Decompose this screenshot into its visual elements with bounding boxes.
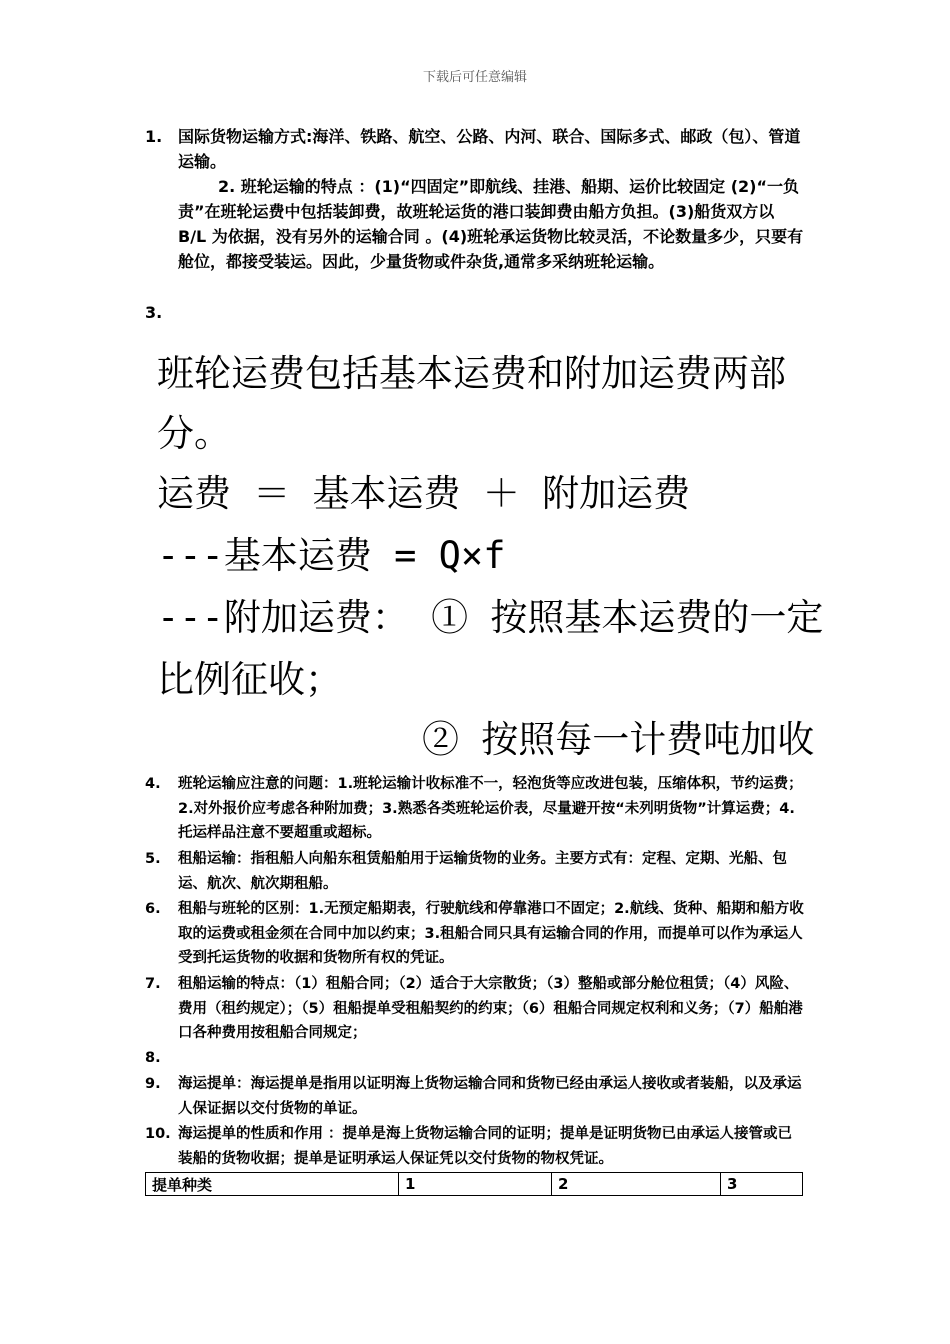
item-text: 班轮运输应注意的问题：1.班轮运输计收标准不一，轻泡货等应改进包装，压缩体积，节约运费；2.对外报价应考虑各种附加费；3.熟悉各类班轮运价表，尽量避开按“未列明货物”计算运费；4.托运样品注意不要超重或超标。: [178, 776, 803, 841]
table-cell: 3: [721, 1173, 803, 1196]
item-number: 1.: [145, 127, 163, 146]
freight-formula-line: 比例征收；: [157, 658, 342, 701]
item-text: 租船与班轮的区别：1.无预定船期表，行驶航线和停靠港口不固定；2.航线、货种、船期和船方收取的运费或租金须在合同中加以约束；3.租船合同只具有运输合同的作用，而提单可以作为承运人受到托运货物的收据和货物所有权的凭证。: [178, 901, 804, 966]
item-number: 4.: [145, 776, 161, 792]
item-text: 租船运输：指租船人向船东租赁船舶用于运输货物的业务。主要方式有：定程、定期、光船、包运、航次、航次期租船。: [178, 851, 787, 892]
item-number: 7.: [145, 976, 161, 992]
freight-formula-line: ---附加运费： ① 按照基本运费的一定: [157, 596, 824, 639]
freight-formula-line: ② 按照每一计费吨加收: [422, 718, 815, 761]
item-number: 8.: [145, 1050, 161, 1066]
item-number: 9.: [145, 1076, 161, 1092]
item-number: 3.: [145, 303, 163, 322]
item-text: 租船运输的特点：（1）租船合同；（2）适合于大宗散货；（3）整船或部分舱位租赁；（4）风险、费用（租约规定）；（5）租船提单受租船契约的约束；（6）租船合同规定权利和义务；（7）船舶港口各种费用按租船合同规定；: [178, 976, 803, 1041]
freight-formula-line: 分。: [157, 412, 231, 455]
bill-of-lading-types-table: [145, 1172, 803, 1196]
freight-formula-line: 运费 ＝ 基本运费 ＋ 附加运费: [157, 472, 691, 515]
freight-formula-line: 班轮运费包括基本运费和附加运费两部: [157, 352, 786, 395]
item-number: 5.: [145, 851, 161, 867]
item-text: 海运提单：海运提单是指用以证明海上货物运输合同和货物已经由承运人接收或者装船，以及承运人保证据以交付货物的单证。: [178, 1076, 802, 1117]
table-cell: 提单种类: [146, 1173, 399, 1196]
item-number: 10.: [145, 1126, 171, 1142]
freight-formula-line: ---基本运费 = Q×f: [157, 534, 506, 577]
item-text: 海运提单的性质和作用 ：提单是海上货物运输合同的证明；提单是证明货物已由承运人接管或已装船的货物收据；提单是证明承运人保证凭以交付货物的物权凭证。: [178, 1126, 793, 1167]
table-cell: 2: [552, 1173, 721, 1196]
table-row: [146, 1173, 803, 1196]
table-cell: 1: [399, 1173, 552, 1196]
page-header: 下载后可任意编辑: [422, 70, 527, 85]
item-number: 6.: [145, 901, 161, 917]
item-text: 国际货物运输方式:海洋、铁路、航空、公路、内河、联合、国际多式、邮政（包）、管道运输。: [178, 127, 801, 171]
list-item-2: 2. 班轮运输的特点 ：(1)“四固定”即航线、挂港、船期、运价比较固定 (2)“一负责”在班轮运费中包括装卸费，故班轮运货的港口装卸费由船方负担。(3)船货双方以 B/L 为依据，没有另外的运输合同 。(4)班轮承运货物比较灵活，不论数量多少，只要有舱位，都接受装运。因此，少量货物或件杂货,通常多采纳班轮运输。: [178, 177, 804, 271]
